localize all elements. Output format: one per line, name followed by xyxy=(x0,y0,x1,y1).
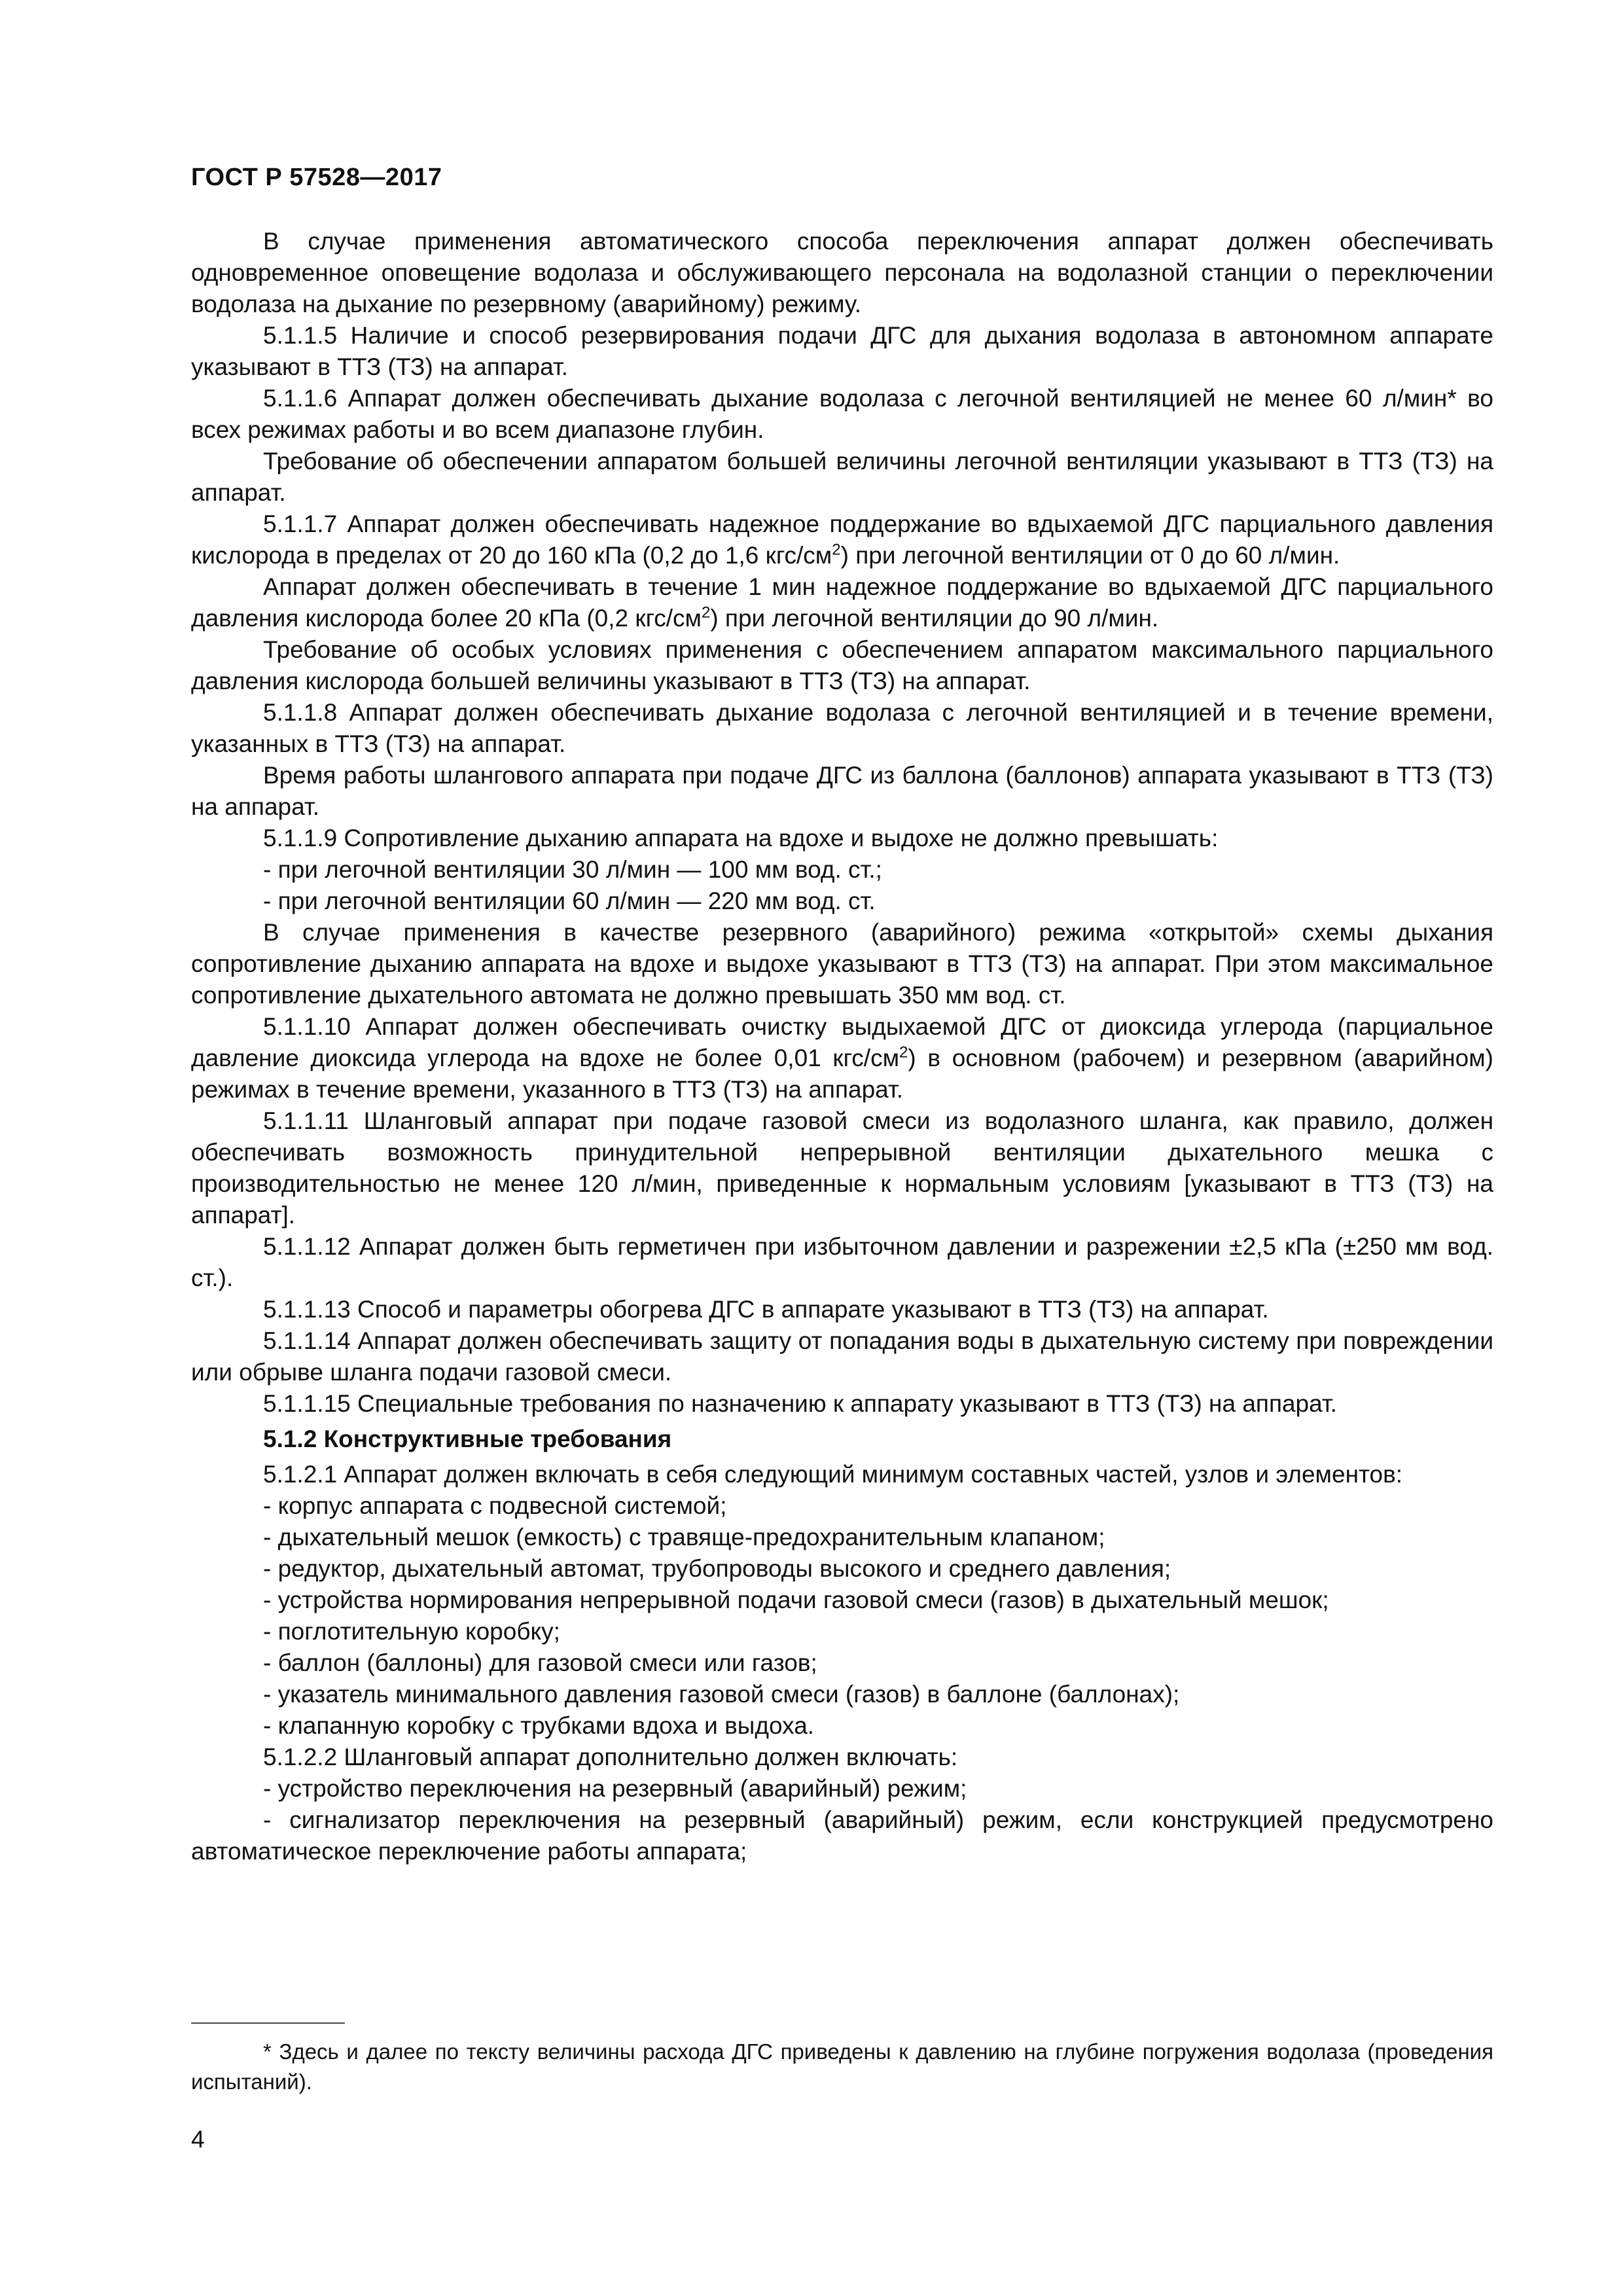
paragraph: 5.1.2.1 Аппарат должен включать в себя следующий минимум составных частей, узлов и элементов: xyxy=(263,1461,1403,1488)
footnote-divider xyxy=(191,2022,345,2024)
paragraph: 5.1.1.8 Аппарат должен обеспечивать дыхание водолаза с легочной вентиляцией и в течение времени, указанных в ТТЗ (ТЗ) на аппарат. xyxy=(191,699,1493,757)
superscript: 2 xyxy=(832,541,841,559)
paragraph-text: 5.1.1.10 Аппарат должен обеспечивать очистку выдыхаемой ДГС от диоксида углерода (парциальное давление диоксида углерода на вдохе не более 0,01 кгс/см xyxy=(191,1013,1493,1071)
paragraph: В случае применения автоматического способа переключения аппарат должен обеспечивать одновременное оповещение водолаза и обслуживающего персонала на водолазной станции о переключении водолаза на дыхание по резервному (аварийному) режиму. xyxy=(191,228,1493,317)
paragraph: Требование об обеспечении аппаратом большей величины легочной вентиляции указывают в ТТЗ (ТЗ) на аппарат. xyxy=(191,448,1493,506)
list-item: - редуктор, дыхательный автомат, трубопроводы высокого и среднего давления; xyxy=(263,1555,1171,1582)
paragraph xyxy=(191,509,1493,571)
paragraph: В случае применения в качестве резервного (аварийного) режима «открытой» схемы дыхания сопротивление дыханию аппарата на вдохе и выдохе указывают в ТТЗ (ТЗ) на аппарат. При этом максимальное сопротивление дыхательного автомата не должно превышать 350 мм вод. ст. xyxy=(191,919,1493,1009)
paragraph-text: ) при легочной вентиляции до 90 л/мин. xyxy=(710,605,1159,632)
paragraph xyxy=(191,1011,1493,1105)
paragraph: 5.1.1.5 Наличие и способ резервирования подачи ДГС для дыхания водолаза в автономном аппарате указывают в ТТЗ (ТЗ) на аппарат. xyxy=(191,322,1493,380)
list-item: - при легочной вентиляции 30 л/мин — 100 мм вод. ст.; xyxy=(263,856,882,883)
paragraph-text: ) в основном (рабочем) и резервном (аварийном) режимах в течение времени, указанного в ТТЗ (ТЗ) на аппарат. xyxy=(191,1045,1493,1103)
paragraph: Время работы шлангового аппарата при подаче ДГС из баллона (баллонов) аппарата указывают в ТТЗ (ТЗ) на аппарат. xyxy=(191,762,1493,820)
list-item: - устройства нормирования непрерывной подачи газовой смеси (газов) в дыхательный мешок; xyxy=(263,1587,1329,1613)
list-item: - сигнализатор переключения на резервный (аварийный) режим, если конструкцией предусмотрено автоматическое переключение работы аппарата; xyxy=(191,1806,1493,1865)
paragraph-text: ) при легочной вентиляции от 0 до 60 л/мин. xyxy=(840,542,1340,569)
section-heading: 5.1.2 Конструктивные требования xyxy=(263,1426,672,1452)
paragraph: Требование об особых условиях применения с обеспечением аппаратом максимального парциального давления кислорода большей величины указывают в ТТЗ (ТЗ) на аппарат. xyxy=(191,636,1493,694)
footnote xyxy=(191,2037,1493,2097)
paragraph: 5.1.1.15 Специальные требования по назначению к аппарату указывают в ТТЗ (ТЗ) на аппарат. xyxy=(263,1390,1338,1417)
document-header: ГОСТ Р 57528—2017 xyxy=(191,164,442,191)
paragraph: 5.1.1.6 Аппарат должен обеспечивать дыхание водолаза с легочной вентиляцией не менее 60 л/мин* во всех режимах работы и во всем диапазоне глубин. xyxy=(191,385,1493,443)
document-body xyxy=(191,226,1493,1867)
list-item: - клапанную коробку с трубками вдоха и выдоха. xyxy=(263,1712,815,1739)
list-item: - указатель минимального давления газовой смеси (газов) в баллоне (баллонах); xyxy=(263,1681,1180,1708)
paragraph: 5.1.1.9 Сопротивление дыханию аппарата на вдохе и выдохе не должно превышать: xyxy=(263,825,1219,852)
paragraph xyxy=(191,571,1493,634)
list-item: - баллон (баллоны) для газовой смеси или газов; xyxy=(263,1649,817,1676)
list-item: - дыхательный мешок (емкость) с травяще-предохранительным клапаном; xyxy=(263,1524,1105,1551)
list-item: - при легочной вентиляции 60 л/мин — 220 мм вод. ст. xyxy=(263,888,876,914)
paragraph: 5.1.2.2 Шланговый аппарат дополнительно должен включать: xyxy=(263,1744,958,1770)
paragraph: 5.1.1.13 Способ и параметры обогрева ДГС в аппарате указывают в ТТЗ (ТЗ) на аппарат. xyxy=(263,1296,1269,1323)
list-item: - устройство переключения на резервный (аварийный) режим; xyxy=(263,1775,967,1802)
page-number: 4 xyxy=(191,2126,205,2153)
superscript: 2 xyxy=(701,603,711,622)
footnote-text: * Здесь и далее по тексту величины расхода ДГС приведены к давлению на глубине погружения водолаза (проведения испытаний). xyxy=(191,2039,1493,2094)
superscript: 2 xyxy=(899,1043,908,1062)
paragraph: 5.1.1.14 Аппарат должен обеспечивать защиту от попадания воды в дыхательную систему при повреждении или обрыве шланга подачи газовой смеси. xyxy=(191,1327,1493,1386)
list-item: - поглотительную коробку; xyxy=(263,1618,560,1645)
paragraph: 5.1.1.11 Шланговый аппарат при подаче газовой смеси из водолазного шланга, как правило, должен обеспечивать возможность принудительной непрерывной вентиляции дыхательного мешка с производительностью не менее 120 л/мин, приведенные к нормальным условиям [указывают в ТТЗ (ТЗ) на аппарат]. xyxy=(191,1107,1493,1229)
paragraph-text: 5.1.1.7 Аппарат должен обеспечивать надежное поддержание во вдыхаемой ДГС парциального давления кислорода в пределах от 20 до 160 кПа (0,2 до 1,6 кгс/см xyxy=(191,511,1493,569)
paragraph: 5.1.1.12 Аппарат должен быть герметичен при избыточном давлении и разрежении ±2,5 кПа (±250 мм вод. ст.). xyxy=(191,1233,1493,1291)
list-item: - корпус аппарата с подвесной системой; xyxy=(263,1492,727,1519)
paragraph-text: Аппарат должен обеспечивать в течение 1 мин надежное поддержание во вдыхаемой ДГС парциального давления кислорода более 20 кПа (0,2 кгс/см xyxy=(191,573,1493,632)
